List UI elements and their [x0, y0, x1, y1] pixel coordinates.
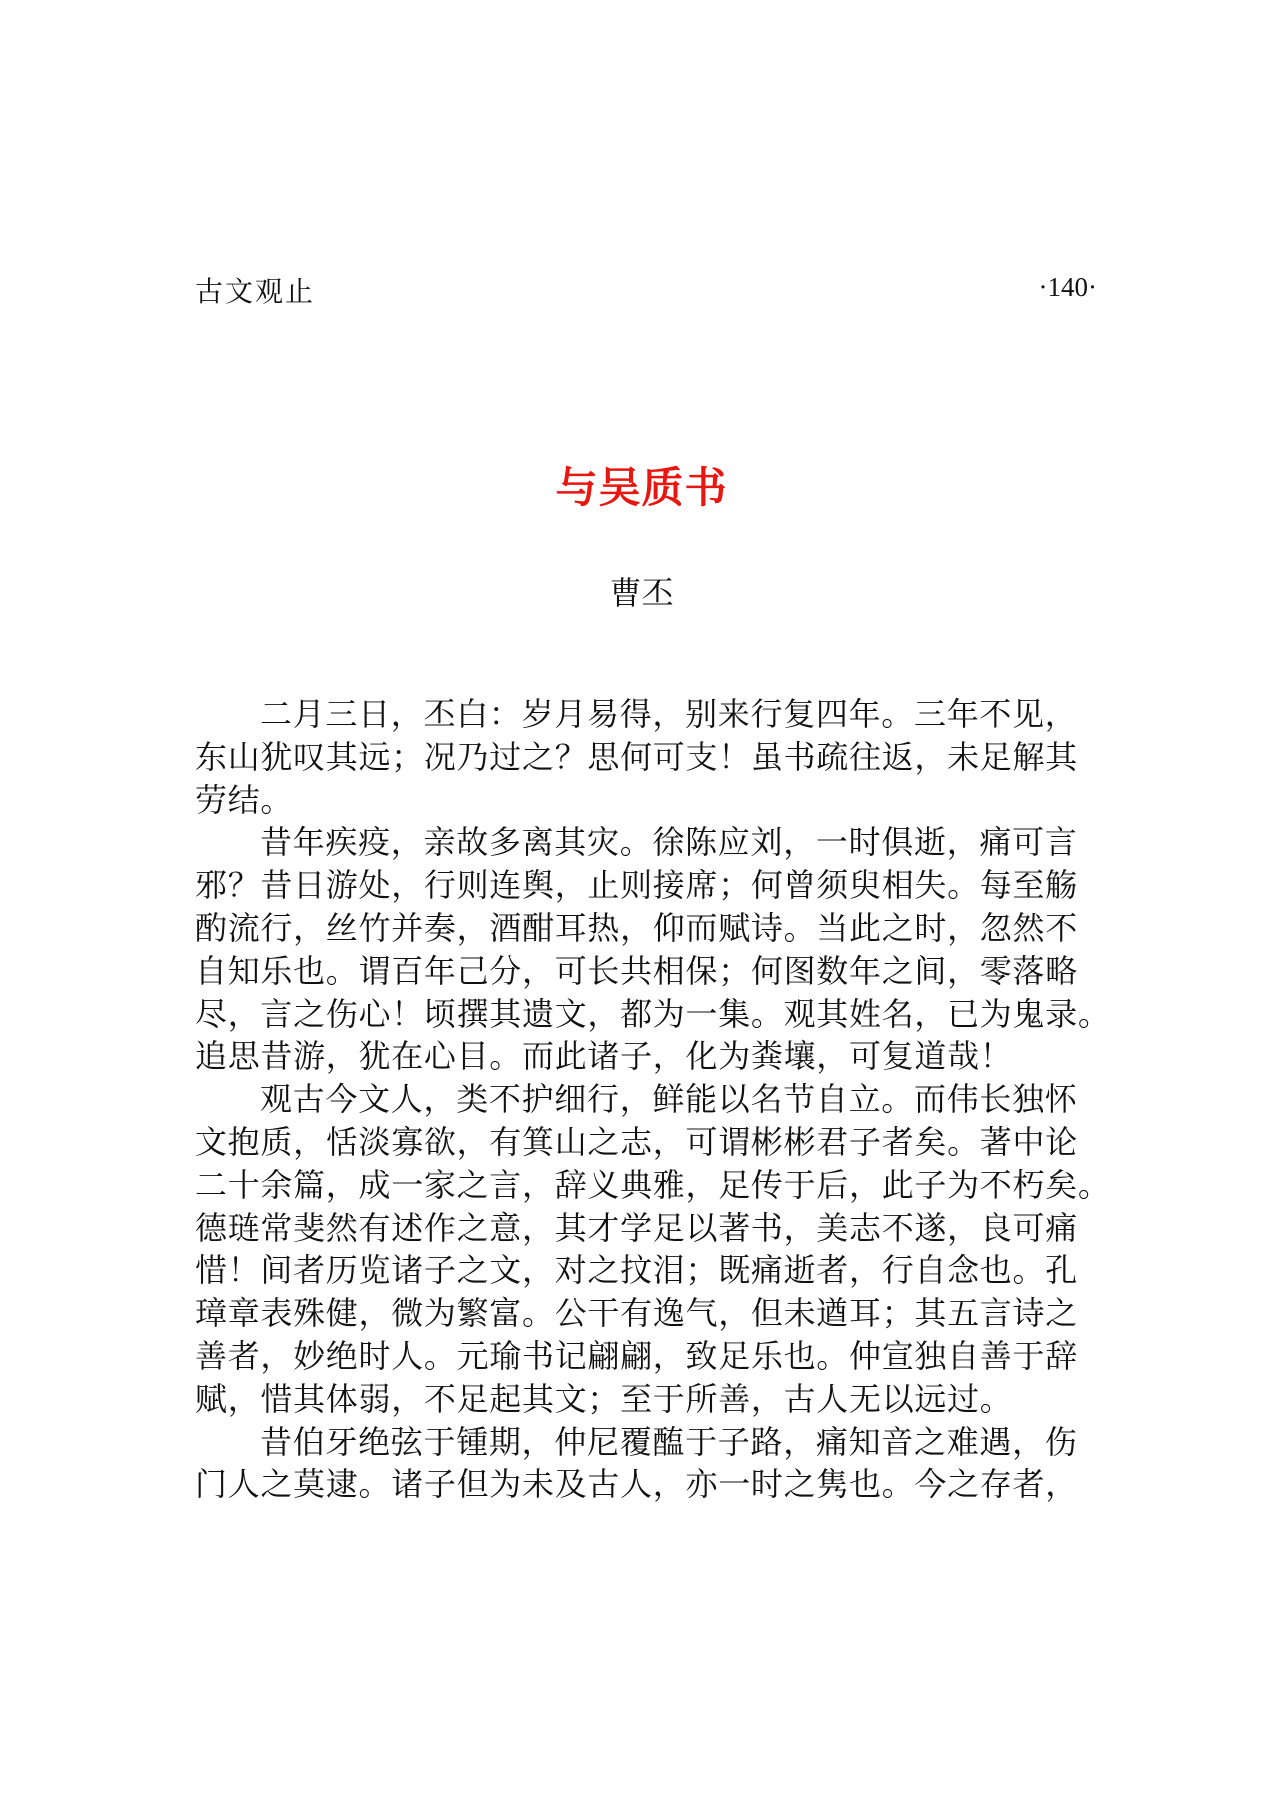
paragraph-1-line: 劳结。 [195, 780, 294, 819]
paragraph-2-line: 邪？昔日游处，行则连舆，止则接席；何曾须臾相失。每至觞 [195, 866, 1078, 905]
paragraph-2-line: 酌流行，丝竹并奏，酒酣耳热，仰而赋诗。当此之时，忽然不 [195, 908, 1078, 947]
paragraph-2-line: 自知乐也。谓百年己分，可长共相保；何图数年之间，零落略 [195, 951, 1078, 990]
paragraph-3-line: 善者，妙绝时人。元瑜书记翩翩，致足乐也。仲宣独自善于辞 [195, 1336, 1078, 1375]
article-title: 与吴质书 [555, 463, 728, 512]
paragraph-1-line: 二月三日，丕白：岁月易得，别来行复四年。三年不见， [260, 695, 1078, 733]
paragraph-2-line: 昔年疾疫，亲故多离其灾。徐陈应刘，一时俱逝，痛可言 [260, 823, 1078, 862]
paragraph-3-line: 德琏常斐然有述作之意，其才学足以著书，美志不遂，良可痛 [195, 1208, 1078, 1247]
paragraph-2-line: 追思昔游，犹在心目。而此诸子，化为粪壤，可复道哉！ [195, 1037, 1013, 1076]
paragraph-3-line: 赋，惜其体弱，不足起其文；至于所善，古人无以远过。 [195, 1379, 1013, 1418]
paragraph-3-line: 璋章表殊健，微为繁富。公干有逸气，但未遒耳；其五言诗之 [195, 1294, 1078, 1333]
paragraph-4-line: 昔伯牙绝弦于锺期，仲尼覆醢于子路，痛知音之难遇，伤 [260, 1422, 1078, 1461]
paragraph-3-line: 观古今文人，类不护细行，鲜能以名节自立。而伟长独怀 [260, 1080, 1078, 1119]
article-author: 曹丕 [609, 574, 674, 612]
page-number: ·140· [1038, 272, 1097, 302]
paragraph-3-line: 惜！间者历览诸子之文，对之抆泪；既痛逝者，行自念也。孔 [195, 1251, 1078, 1290]
running-head-book-title: 古文观止 [195, 275, 316, 308]
paragraph-1-line: 东山犹叹其远；况乃过之？思何可支！虽书疏往返，未足解其 [195, 737, 1078, 776]
paragraph-3-line: 二十余篇，成一家之言，辞义典雅，足传于后，此子为不朽矣。 [195, 1165, 1111, 1204]
paragraph-4-line: 门人之莫逮。诸子但为未及古人，亦一时之隽也。今之存者， [195, 1465, 1078, 1504]
paragraph-3-line: 文抱质，恬淡寡欲，有箕山之志，可谓彬彬君子者矣。著中论 [195, 1122, 1078, 1161]
paragraph-2-line: 尽，言之伤心！顷撰其遗文，都为一集。观其姓名，已为鬼录。 [195, 994, 1111, 1033]
article-body [195, 693, 1111, 1506]
